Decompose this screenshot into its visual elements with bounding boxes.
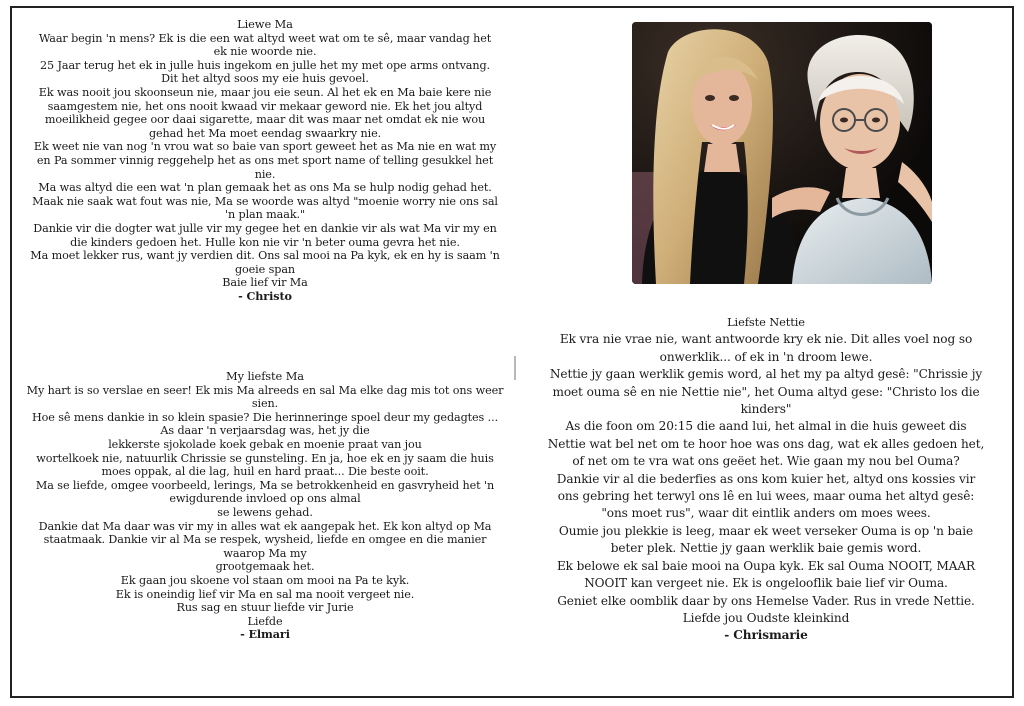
letter-line: kinders" <box>740 402 792 417</box>
letter-greeting: My liefste Ma <box>226 369 304 383</box>
portrait-illustration <box>632 22 932 284</box>
letter-line: My hart is so verslae en seer! Ek mis Ma alreeds en sal Ma elke dag mis tot ons weer <box>26 383 504 397</box>
letter-line: saamgestem nie, het ons nooit kwaad vir mekaar geword nie. Ek het jou altyd <box>47 99 483 113</box>
letter-line: wortelkoek nie, natuurlik Chrissie se gunsteling. En ja, hoe ek en jy saam die huis <box>36 451 494 465</box>
left-column <box>16 8 514 696</box>
letter-greeting: Liefste Nettie <box>727 315 805 329</box>
letter-line: Ek gaan jou skoene vol staan om mooi na Pa te kyk. <box>120 573 410 587</box>
letter-line: As daar 'n verjaarsdag was, het jy die <box>160 424 370 438</box>
letter-line: Ek is oneindig lief vir Ma en sal ma nooit vergeet nie. <box>115 587 415 601</box>
letter-line: Dankie dat Ma daar was vir my in alles wat ek aangepak het. Ek kon altyd op Ma <box>38 519 492 533</box>
letter-closing: Liefde jou Oudste kleinkind <box>682 610 850 625</box>
letter-line: Maak nie saak wat fout was nie, Ma se woorde was altyd "moenie worry nie ons sal <box>32 194 498 208</box>
tribute-page <box>10 6 1014 698</box>
portrait-photo-icon <box>632 22 932 284</box>
letter-line: grootgemaak het. <box>215 560 315 574</box>
letter-line: Oumie jou plekkie is leeg, maar ek weet verseker Ouma is op 'n baie <box>558 523 974 538</box>
letter-greeting: Liewe Ma <box>237 17 293 31</box>
letter-line: Rus sag en stuur liefde vir Jurie <box>176 601 354 615</box>
letter-line: ek nie woorde nie. <box>213 45 317 59</box>
letter-line: lekkerste sjokolade koek gebak en moenie praat van jou <box>108 437 422 451</box>
letter-line: beter plek. Nettie jy gaan werklik baie gemis word. <box>610 541 922 556</box>
letter-line: Ma was altyd die een wat 'n plan gemaak het as ons Ma se hulp nodig gehad het. <box>38 181 492 195</box>
letter-line: Hoe sê mens dankie in so klein spasie? Die herinneringe spoel deur my gedagtes ... <box>31 410 499 424</box>
letter-line: Ek belowe ek sal baie mooi na Oupa kyk. Ek sal Ouma NOOIT, MAAR <box>556 558 976 573</box>
letter-line: sien. <box>251 397 279 411</box>
letter-line: 'n plan maak." <box>224 208 306 222</box>
letter-line: moes oppak, al die lag, huil en hard praat... Die beste ooit. <box>101 465 429 479</box>
letter-line: waarop Ma my <box>223 546 307 560</box>
letter-line: moet ouma sê en nie Nettie nie", het Ouma altyd gese: "Christo los die <box>552 384 980 399</box>
letter-line: Geniet elke oomblik daar by ons Hemelse Vader. Rus in vrede Nettie. <box>557 593 975 608</box>
letter-closing: Liefde <box>247 614 283 628</box>
letter-line: Dit het altyd soos my eie huis gevoel. <box>161 72 369 86</box>
fold-divider <box>514 356 516 380</box>
letter-line: Ek was nooit jou skoonseun nie, maar jou eie seun. Al het ek en Ma baie kere nie <box>38 85 492 99</box>
letter-line: Ma se liefde, omgee voorbeeld, lerings, Ma se betrokkenheid en gasvryheid het 'n <box>35 478 495 492</box>
letter-line: Dankie vir al die bederfies as ons kom kuier het, altyd ons kossies vir <box>556 471 976 486</box>
letter-line: Ek vra nie vrae nie, want antwoorde kry ek nie. Dit alles voel nog so <box>559 332 973 347</box>
letter-line: se lewens gehad. <box>217 505 313 519</box>
letter-line: Ek weet nie van nog 'n vrou wat so baie van sport geweet het as Ma nie en wat my <box>33 140 497 154</box>
letter-line: NOOIT kan vergeet nie. Ek is ongelooflik baie lief vir Ouma. <box>584 576 948 591</box>
letter-line: staatmaak. Dankie vir al Ma se respek, wysheid, liefde en omgee en die manier <box>43 533 487 547</box>
letter-line: onwerklik... of ek in 'n droom lewe. <box>659 349 873 364</box>
letter-line: ons gebring het terwyl ons lê en lui wees, maar ouma het altyd gesê: <box>557 489 975 504</box>
letter-signature: - Chrismarie <box>724 628 808 643</box>
letter-line: gehad het Ma moet eendag swaarkry nie. <box>148 126 382 140</box>
letter-elmari <box>16 370 514 642</box>
letter-line: Nettie jy gaan werklik gemis word, al het my pa altyd gesê: "Chrissie jy <box>549 367 983 382</box>
letter-line: ewigdurende invloed op ons almal <box>169 492 361 506</box>
letter-line: Nettie wat bel net om te hoor hoe was ons dag, wat ek alles gedoen het, <box>547 436 985 451</box>
letter-line: die kinders gedoen het. Hulle kon nie vir 'n beter ouma gevra het nie. <box>70 235 460 249</box>
letter-line: nie. <box>254 167 276 181</box>
letter-christo <box>16 18 514 303</box>
letter-chrismarie <box>520 314 1012 645</box>
letter-closing: Baie lief vir Ma <box>222 276 308 290</box>
letter-signature: - Elmari <box>240 627 290 642</box>
letter-line: goeie span <box>234 262 296 276</box>
letter-signature: - Christo <box>238 288 292 303</box>
letter-line: As die foon om 20:15 die aand lui, het almal in die huis geweet dis <box>565 419 967 434</box>
letter-line: moeilikheid gegee oor daai sigarette, maar dit was maar net omdat ek nie wou <box>44 113 486 127</box>
letter-line: Ma moet lekker rus, want jy verdien dit. Ons sal mooi na Pa kyk, ek en hy is saam 'n <box>30 249 500 263</box>
right-column <box>520 8 1012 696</box>
letter-line: "ons moet rus", waar dit eintlik anders om moes wees. <box>601 506 931 521</box>
letter-line: Dankie vir die dogter wat julle vir my gegee het en dankie vir als wat Ma vir my en <box>33 221 497 235</box>
letter-line: en Pa sommer vinnig reggehelp het as ons met sport name of telling gesukkel het <box>36 153 494 167</box>
letter-line: Waar begin 'n mens? Ek is die een wat altyd weet wat om te sê, maar vandag het <box>38 31 492 45</box>
letter-line: of net om te vra wat ons geëet het. Wie gaan my nou bel Ouma? <box>572 454 960 469</box>
letter-line: 25 Jaar terug het ek in julle huis ingekom en julle het my met ope arms ontvang. <box>40 58 490 72</box>
